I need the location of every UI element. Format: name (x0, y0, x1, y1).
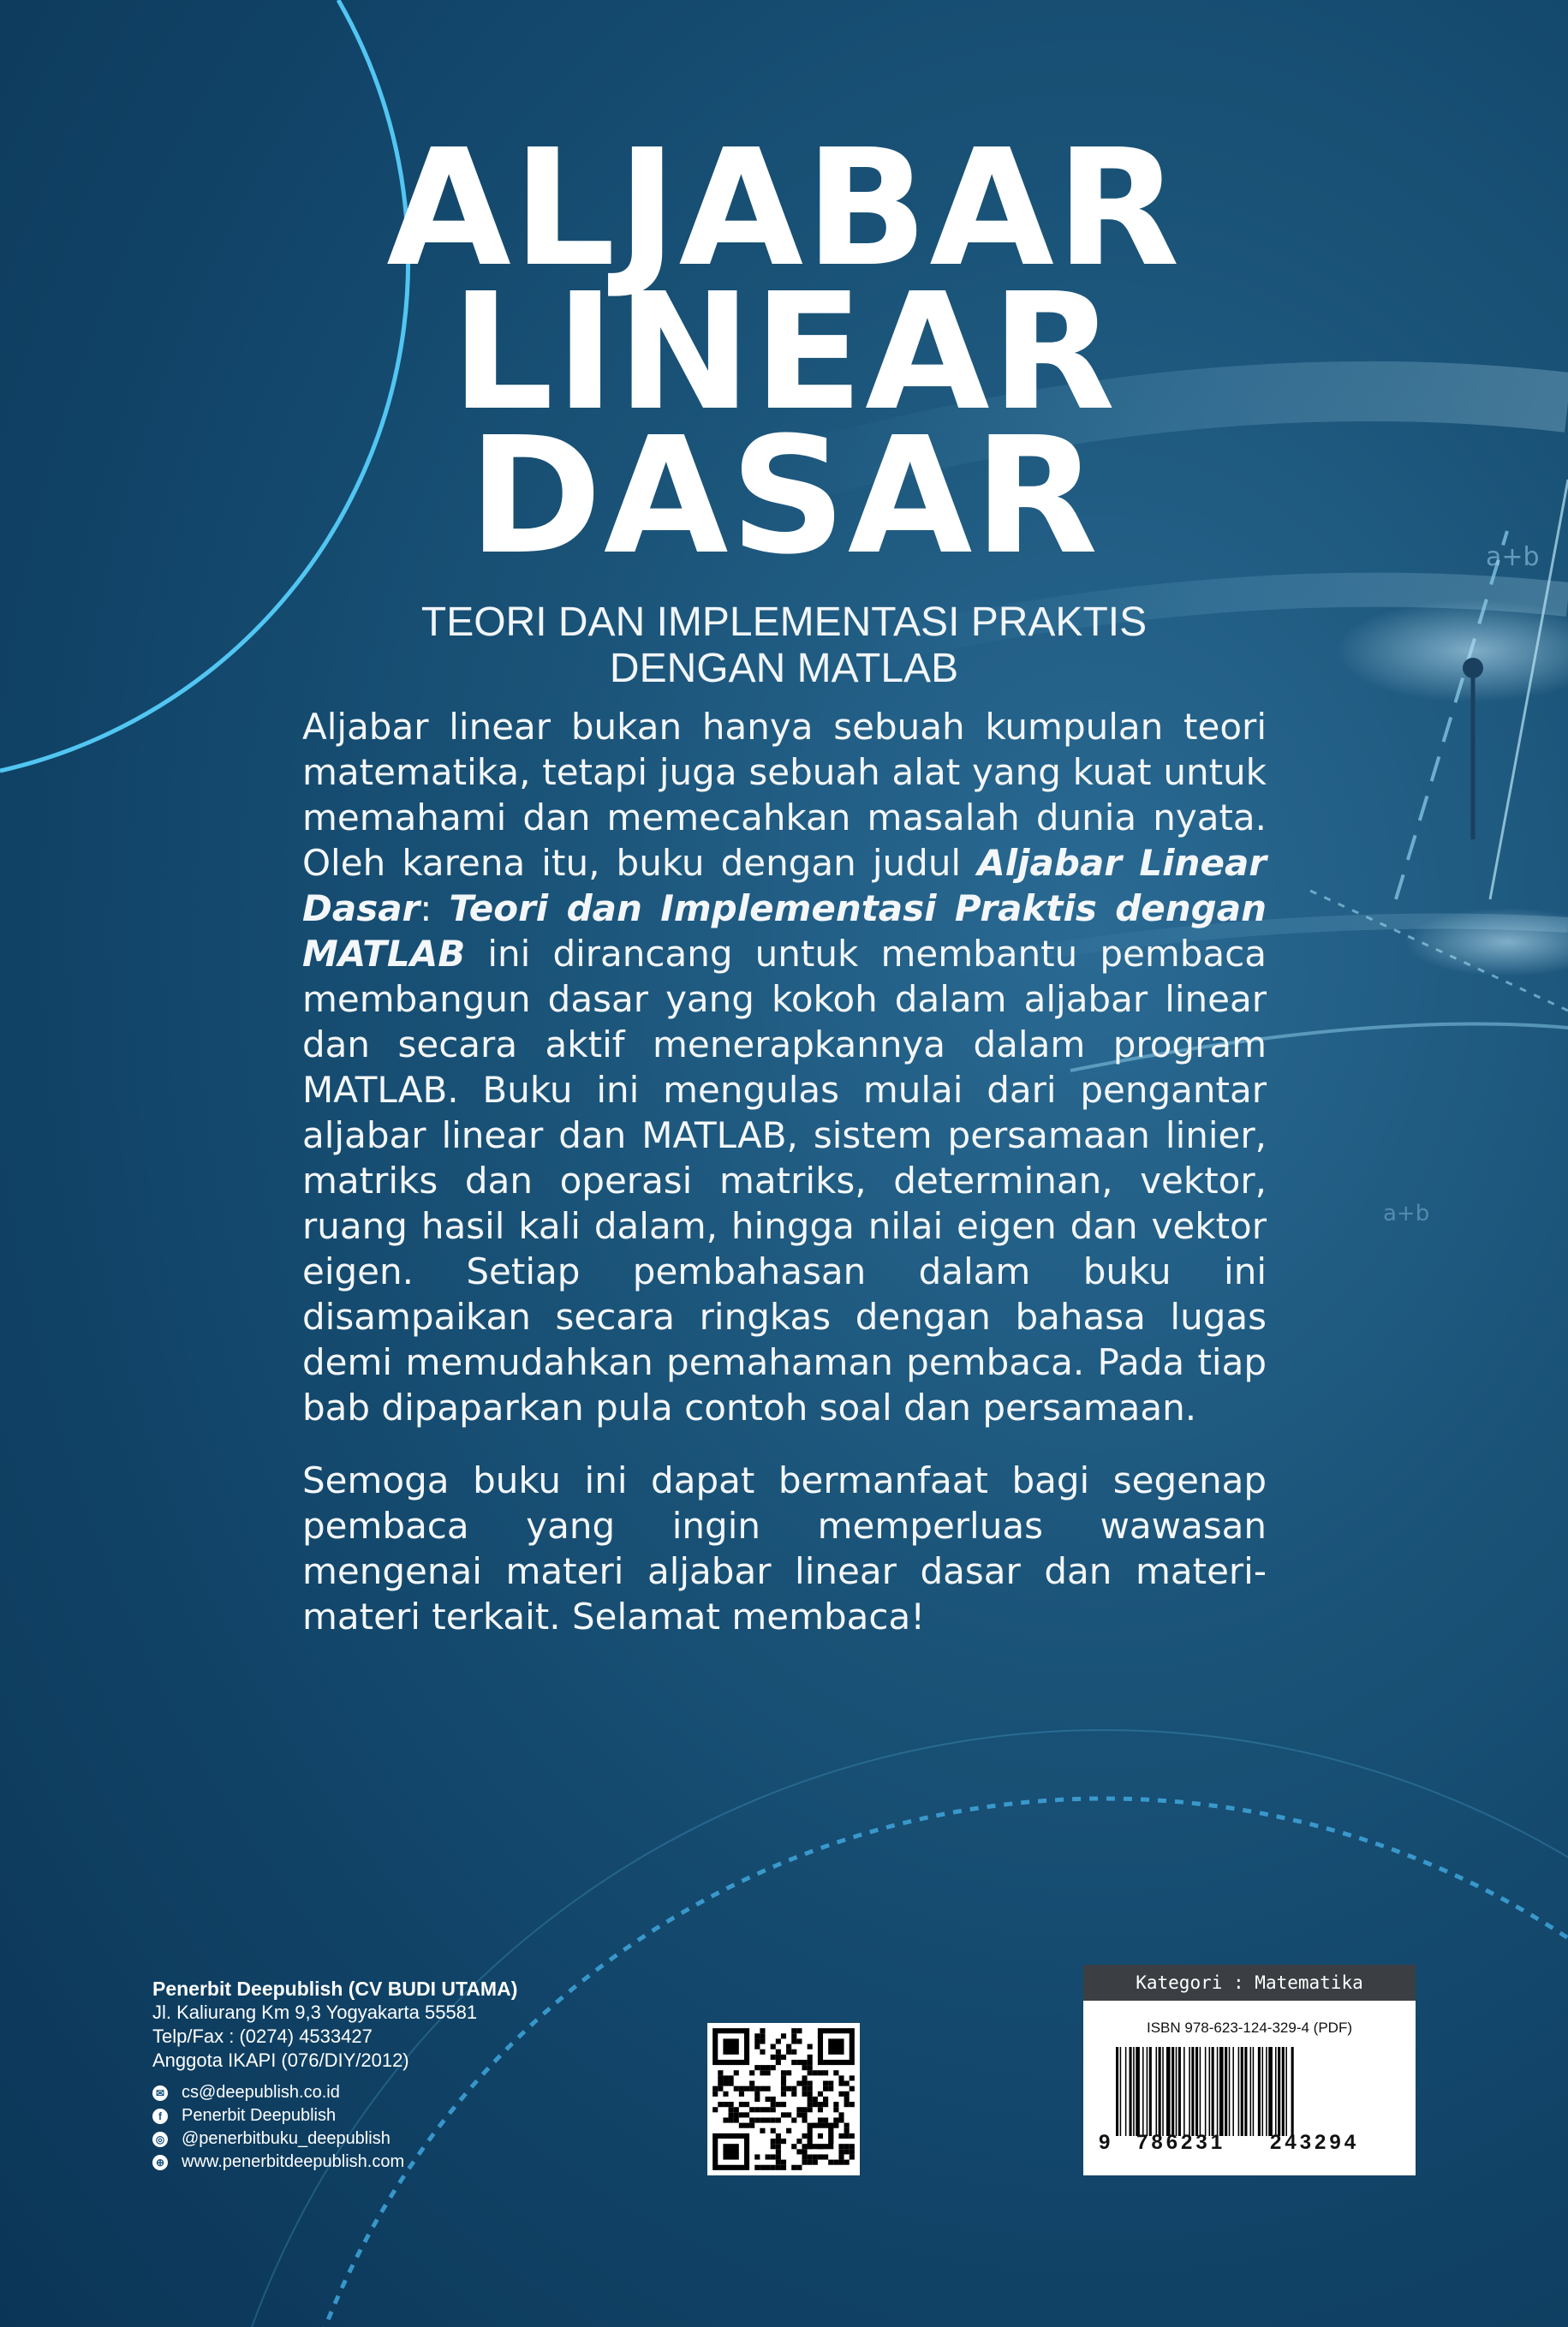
blurb (302, 704, 1267, 1667)
background-label: a+b (1486, 542, 1540, 572)
barcode-digit-first: 9 (1099, 2131, 1111, 2154)
barcode-bars (1116, 2047, 1383, 2136)
email-icon: ✉ (152, 2085, 168, 2101)
title-line: DASAR (468, 403, 1100, 590)
instagram-icon: ◎ (152, 2132, 168, 2147)
globe-icon: ⊕ (152, 2155, 168, 2170)
contact-text: www.penerbitdeepublish.com (182, 2152, 405, 2171)
contact-text: cs@deepublish.co.id (182, 2083, 340, 2102)
publisher-phone: Telp/Fax : (0274) 4533427 (152, 2026, 373, 2047)
barcode-digits (1083, 2131, 1416, 2165)
title-line: LINEAR (450, 259, 1118, 446)
contact-text: @penerbitbuku_deepublish (182, 2129, 391, 2148)
contact-email (152, 2081, 632, 2104)
contact-text: Penerbit Deepublish (182, 2106, 337, 2125)
blurb-paragraph (302, 704, 1267, 1430)
subtitle-line: TEORI DAN IMPLEMENTASI PRAKTIS (420, 600, 1148, 645)
publisher-info (152, 1977, 632, 2174)
contact-website (152, 2151, 632, 2174)
cover-title-block (0, 115, 1568, 692)
subtitle-line: DENGAN MATLAB (609, 646, 959, 691)
contact-facebook (152, 2104, 632, 2127)
barcode-digits-right: 243294 (1270, 2131, 1360, 2154)
book-title-emphasis: Teori dan Implementasi Praktis dengan MATLAB (302, 887, 1267, 975)
blurb-text: : (420, 887, 450, 929)
background-label: a+b (1383, 1201, 1430, 1226)
book-title-emphasis: Aljabar Linear Dasar (302, 842, 1267, 929)
contact-list (152, 2081, 632, 2174)
barcode-digits-left: 786231 (1136, 2131, 1226, 2154)
publisher-member: Anggota IKAPI (076/DIY/2012) (152, 2050, 409, 2071)
isbn-barcode (1083, 1965, 1416, 2175)
category-label: Kategori : Matematika (1083, 1965, 1416, 2001)
blurb-paragraph: Semoga buku ini dapat bermanfaat bagi segenap pembaca yang ingin memperluas wawasan mengenai materi aljabar linear dasar dan materi-materi terkait. Selamat membaca! (302, 1459, 1267, 1638)
blurb-text: ini dirancang untuk membantu pembaca membangun dasar yang kokoh dalam aljabar linear dan secara aktif menerapkannya dalam program MATLAB. Buku ini mengulas mulai dari pengantar aljabar linear dan MATLAB, sistem persamaan linier, matriks dan operasi matriks, determinan, vektor, ruang hasil kali dalam, hingga nilai eigen dan vektor eigen. Setiap pembahasan dalam buku ini disampaikan secara ringkas dengan bahasa lugas demi memudahkan pemahaman pembaca. Pada tiap bab dipaparkan pula contoh soal dan persamaan. (302, 933, 1267, 1429)
isbn-text: ISBN 978-623-124-329-4 (PDF) (1146, 2020, 1352, 2036)
subtitle (0, 600, 1568, 692)
publisher-address: Jl. Kaliurang Km 9,3 Yogyakarta 55581 (152, 2002, 478, 2023)
publisher-name: Penerbit Deepublish (CV BUDI UTAMA) (152, 1978, 518, 2000)
facebook-icon: f (152, 2109, 168, 2124)
contact-instagram (152, 2127, 632, 2151)
qr-code-image (707, 2023, 860, 2175)
blurb-text: Aljabar linear bukan hanya sebuah kumpulan teori matematika, tetapi juga sebuah alat yang kuat untuk memahami dan memecahkan masalah dunia nyata. Oleh karena itu, buku dengan judul (302, 706, 1267, 884)
qr-code (707, 2023, 860, 2175)
title-line: ALJABAR (386, 115, 1182, 302)
